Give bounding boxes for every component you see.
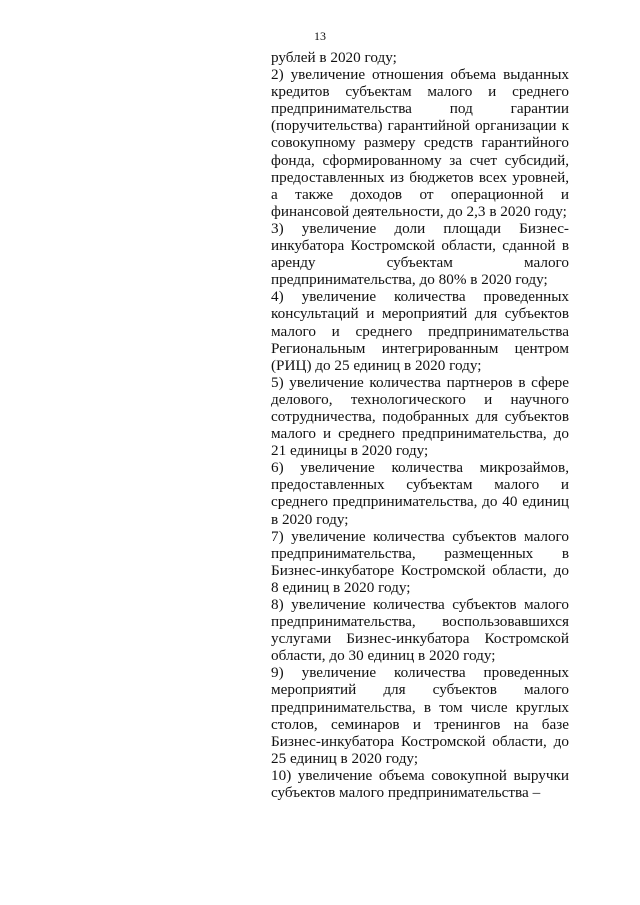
list-item-5: 5) увеличение количества партнеров в сфере делового, технологического и научного сотрудничества, подобранных для субъектов малого и среднего предпринимательства, до 21 единицы в 2020 году; <box>271 373 569 460</box>
page-number: 13 <box>314 29 326 43</box>
list-item-10: 10) увеличение объема совокупной выручки субъектов малого предпринимательства – <box>271 766 569 802</box>
paragraph-continuation: рублей в 2020 году; <box>271 49 397 66</box>
list-item-9: 9) увеличение количества проведенных мероприятий для субъектов малого предпринимательства, в том числе круглых столов, семинаров и тренингов на базе Бизнес-инкубатора Костромской области, до 25 единиц в 2020 году; <box>271 664 569 767</box>
list-item-2: 2) увеличение отношения объема выданных кредитов субъектам малого и среднего предпринимательства под гарантии (поручительства) гарантийной организации к совокупному размеру средств гарантийного фонда, сформированному за счет субсидий, предоставленных из бюджетов всех уровней, а также доходов от операционной и финансовой деятельности, до 2,3 в 2020 году; <box>271 66 569 220</box>
list-item-6: 6) увеличение количества микрозаймов, предоставленных субъектам малого и среднего предпринимательства, до 40 единиц в 2020 году; <box>271 459 569 528</box>
document-body <box>271 49 569 801</box>
list-item-3: 3) увеличение доли площади Бизнес-инкубатора Костромской области, сданной в аренду субъектам малого предпринимательства, до 80% в 2020 году; <box>271 219 569 289</box>
list-item-8: 8) увеличение количества субъектов малого предпринимательства, воспользовавшихся услугами Бизнес-инкубатора Костромской области, до 30 единиц в 2020 году; <box>271 596 569 665</box>
list-item-4: 4) увеличение количества проведенных консультаций и мероприятий для субъектов малого и среднего предпринимательства Региональным интегрированным центром (РИЦ) до 25 единиц в 2020 году; <box>271 288 569 374</box>
list-item-7: 7) увеличение количества субъектов малого предпринимательства, размещенных в Бизнес-инкубаторе Костромской области, до 8 единиц в 2020 году; <box>271 527 569 596</box>
